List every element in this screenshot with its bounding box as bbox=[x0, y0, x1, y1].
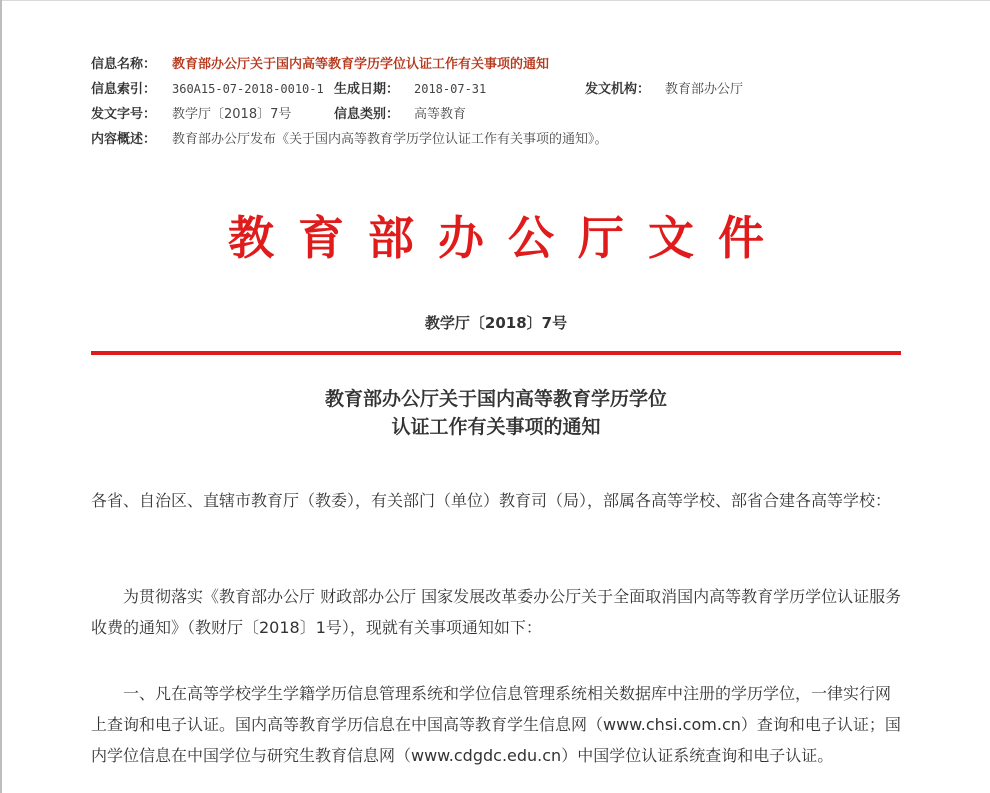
issuer-label: 发文机构： bbox=[585, 82, 651, 97]
generated-date-value: 2018-07-31 bbox=[414, 82, 487, 96]
document-number: 教学厅〔2018〕7号 bbox=[424, 314, 568, 332]
address-paragraph: 各省、自治区、直辖市教育厅（教委），有关部门（单位）教育司（局），部属各高等学校、部省合建各高等学校： bbox=[91, 491, 892, 510]
generated-date-label: 生成日期： bbox=[334, 82, 400, 97]
red-divider bbox=[91, 351, 901, 355]
info-name-label: 信息名称： bbox=[91, 57, 157, 72]
page-top-border bbox=[0, 0, 990, 1]
summary-label: 内容概述： bbox=[91, 132, 157, 147]
info-index-value: 360A15-07-2018-0010-1 bbox=[172, 82, 324, 96]
document-header: 教育部办公厅文件 bbox=[228, 211, 788, 265]
issuer-value: 教育部办公厅 bbox=[665, 82, 744, 97]
body-paragraph-2: 一、凡在高等学校学生学籍学历信息管理系统和学位信息管理系统相关数据库中注册的学历学位，一律实行网上查询和电子认证。国内高等教育学历信息在中国高等教育学生信息网（www.chsi.com.cn）查询和电子认证；国内学位信息在中国学位与研究生教育信息网（www.cdgdc.edu.cn）中国学位认证系统查询和电子认证。 bbox=[91, 684, 901, 765]
info-index-label: 信息索引： bbox=[91, 82, 157, 97]
doc-number-label: 发文字号： bbox=[91, 107, 157, 122]
category-label: 信息类别： bbox=[334, 107, 400, 122]
page-left-border bbox=[0, 0, 2, 793]
summary-value: 教育部办公厅发布《关于国内高等教育学历学位认证工作有关事项的通知》。 bbox=[172, 132, 608, 147]
document-title-line-1: 教育部办公厅关于国内高等教育学历学位 bbox=[324, 388, 667, 410]
doc-number-value: 教学厅〔2018〕7号 bbox=[172, 107, 292, 122]
category-value: 高等教育 bbox=[414, 107, 467, 122]
body-paragraph-1: 为贯彻落实《教育部办公厅 财政部办公厅 国家发展改革委办公厅关于全面取消国内高等教育学历学位认证服务收费的通知》（教财厅〔2018〕1号），现就有关事项通知如下： bbox=[91, 587, 902, 637]
document-title-line-2: 认证工作有关事项的通知 bbox=[391, 416, 601, 438]
document-title bbox=[91, 385, 901, 441]
info-name-value[interactable]: 教育部办公厅关于国内高等教育学历学位认证工作有关事项的通知 bbox=[172, 57, 550, 72]
